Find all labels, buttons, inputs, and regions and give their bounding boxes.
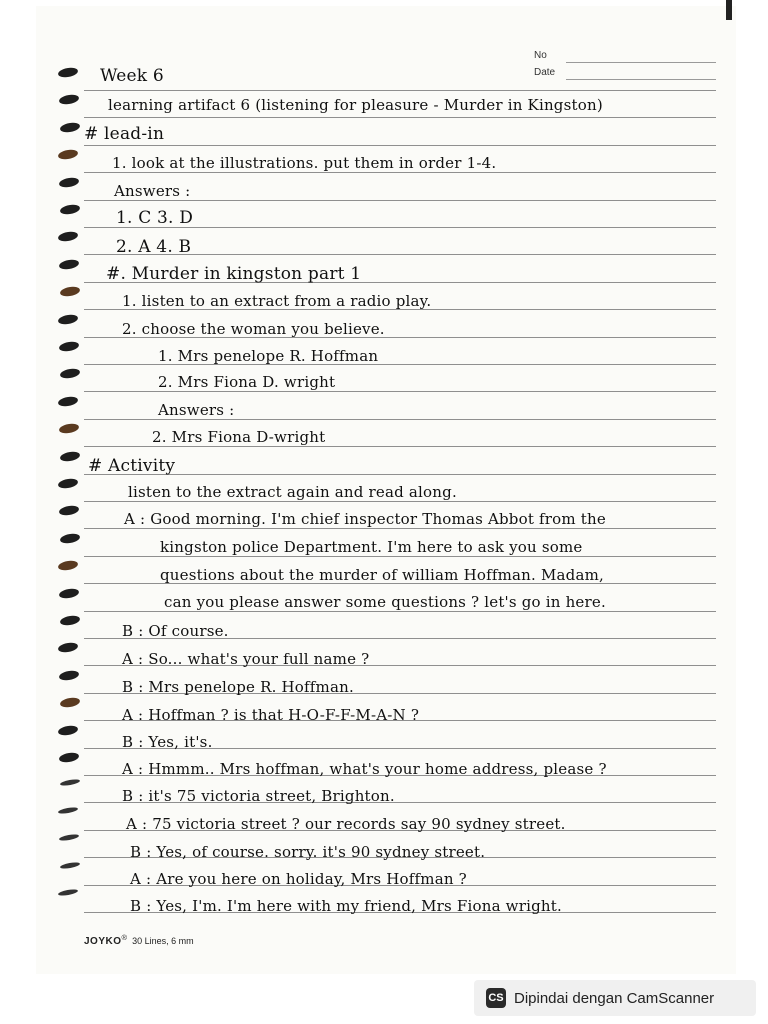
note-line-dialogue: A : Good morning. I'm chief inspector Thomas Abbot from the [124,510,606,528]
note-line-heading-activity: # Activity [88,456,176,476]
no-label: No [534,50,547,61]
note-line-dialogue: A : Hoffman ? is that H-O-F-F-M-A-N ? [122,706,420,724]
ruled-line [84,528,716,529]
scan-edge [726,0,732,20]
ruled-line [84,474,716,475]
note-line-dialogue: B : Of course. [122,622,229,640]
camscanner-logo-icon: CS [486,988,506,1008]
note-line: Answers : [114,182,191,200]
note-line: listen to the extract again and read along. [128,483,457,501]
note-line-dialogue: B : Mrs penelope R. Hoffman. [122,678,354,696]
note-line: 2. choose the woman you believe. [122,320,385,338]
note-line-heading-lead-in: # lead-in [84,124,165,144]
no-line [566,62,716,63]
note-line-dialogue: A : So... what's your full name ? [122,650,370,668]
camscanner-text: Dipindai dengan CamScanner [514,989,715,1007]
note-line-dialogue: can you please answer some questions ? let's go in here. [164,593,606,611]
brand-mark: ® [121,933,128,942]
note-line: Answers : [158,401,235,419]
note-line-dialogue: B : Yes, I'm. I'm here with my friend, Mrs Fiona wright. [130,897,562,915]
ruling-spec: 30 Lines, 6 mm [132,936,194,946]
note-line: 1. look at the illustrations. put them in order 1-4. [112,154,497,172]
ruled-line [84,446,716,447]
date-label: Date [534,67,556,78]
note-line-dialogue: kingston police Department. I'm here to ask you some [160,538,583,556]
brand-name: JOYKO [84,936,122,947]
note-line-dialogue: A : Are you here on holiday, Mrs Hoffman ? [130,870,467,888]
camscanner-watermark [474,980,756,1016]
ruled-line [84,501,716,502]
ruled-line [84,391,716,392]
notebook-brand [84,933,194,947]
ruled-line [84,145,716,146]
note-line-dialogue: A : Hmmm.. Mrs hoffman, what's your home address, please ? [122,760,607,778]
note-line: 1. C 3. D [116,208,194,228]
date-line [566,79,716,80]
note-line-dialogue: B : Yes, it's. [122,733,213,751]
note-line: 1. Mrs penelope R. Hoffman [158,347,379,365]
note-line-dialogue: A : 75 victoria street ? our records say 90 sydney street. [126,815,566,833]
note-line-dialogue: B : Yes, of course. sorry. it's 90 sydney street. [130,843,486,861]
note-line: 2. A 4. B [116,237,192,257]
note-line: 2. Mrs Fiona D. wright [158,373,336,391]
note-line-week: Week 6 [100,66,164,86]
note-line-heading-murder: #. Murder in kingston part 1 [106,264,362,284]
note-line-dialogue: B : it's 75 victoria street, Brighton. [122,787,395,805]
note-line: 1. listen to an extract from a radio play. [122,292,432,310]
note-line: 2. Mrs Fiona D-wright [152,428,326,446]
ruled-line [84,172,716,173]
ruled-line [84,117,716,118]
ruled-line [84,90,716,91]
note-line-artifact-title: learning artifact 6 (listening for pleasure - Murder in Kingston) [108,96,603,114]
note-line-dialogue: questions about the murder of william Hoffman. Madam, [160,566,604,584]
